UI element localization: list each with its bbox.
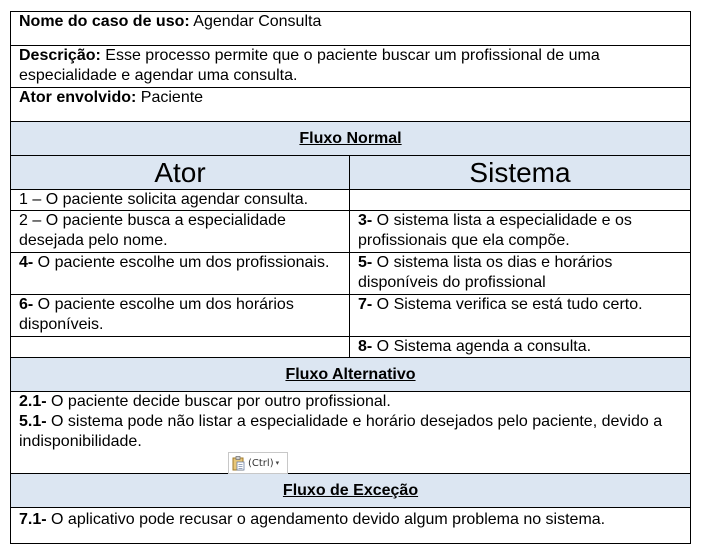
actor-row [11,88,691,122]
step-text: O Sistema verifica se está tudo certo. [372,296,643,313]
flow-row [11,211,691,253]
description-value: Esse processo permite que o paciente buscar um profissional de uma especialidade e agendar uma consulta. [19,47,600,84]
alternative-item-text: O sistema pode não listar a especialidade e horário desejados pelo paciente, devido a indisponibilidade. [19,413,663,450]
normal-flow-header-row [11,122,691,156]
flow-row [11,253,691,295]
clipboard-icon [232,456,245,471]
chevron-down-icon: ▾ [275,459,280,467]
step-text: – O paciente solicita agendar consulta. [27,191,309,208]
column-header-system[interactable]: Sistema [350,156,691,190]
system-step-cell[interactable] [350,295,691,337]
step-number: 1 [19,191,28,208]
actor-step-cell[interactable] [11,295,350,337]
step-number: 7- [358,296,373,313]
use-case-table [10,11,691,544]
step-text: O paciente escolhe um dos profissionais. [33,254,330,271]
system-step-cell[interactable] [350,211,691,253]
exception-flow-content-row [11,508,691,544]
actor-step-cell[interactable] [11,253,350,295]
alternative-flow-cell[interactable] [11,392,691,474]
alternative-item [19,392,682,412]
alternative-item-number: 5.1- [19,413,47,430]
paste-options-button[interactable] [228,452,288,474]
flow-row [11,190,691,211]
step-number: 6- [19,296,34,313]
step-number: 2 [19,212,28,229]
exception-flow-cell[interactable] [11,508,691,544]
use-case-name-value: Agendar Consulta [189,13,322,30]
step-text: O Sistema agenda a consulta. [372,338,592,355]
step-number: 5- [358,254,373,271]
alternative-flow-title[interactable]: Fluxo Alternativo [11,358,691,392]
alternative-item-number: 2.1- [19,393,47,410]
description-cell[interactable] [11,46,691,88]
step-number: 4- [19,254,34,271]
step-text: O paciente escolhe um dos horários disponíveis. [19,296,294,333]
column-header-row [11,156,691,190]
actor-label: Ator envolvido: [19,89,137,106]
use-case-name-row [11,12,691,46]
alternative-item [19,412,682,452]
alternative-flow-content-row [11,392,691,474]
actor-cell[interactable] [11,88,691,122]
step-text: O sistema lista os dias e horários disponíveis do profissional [358,254,613,291]
alternative-item-text: O paciente decide buscar por outro profissional. [46,393,391,410]
actor-step-cell[interactable] [11,211,350,253]
paste-options-label: (Ctrl) [248,457,274,469]
system-step-cell[interactable] [350,337,691,358]
normal-flow-title[interactable]: Fluxo Normal [11,122,691,156]
description-row [11,46,691,88]
flow-row [11,295,691,337]
actor-step-cell[interactable] [11,190,350,211]
step-number: 3- [358,212,373,229]
flow-row [11,337,691,358]
step-text: – O paciente busca a especialidade desejada pelo nome. [19,212,286,249]
exception-flow-title[interactable]: Fluxo de Exceção [11,474,691,508]
exception-item-number: 7.1- [19,511,47,528]
column-header-actor[interactable]: Ator [11,156,350,190]
alternative-flow-header-row [11,358,691,392]
actor-step-cell[interactable] [11,337,350,358]
actor-value: Paciente [136,89,204,106]
description-label: Descrição: [19,47,101,64]
exception-item-text: O aplicativo pode recusar o agendamento devido algum problema no sistema. [46,511,606,528]
system-step-cell[interactable] [350,253,691,295]
step-number: 8- [358,338,373,355]
exception-flow-header-row [11,474,691,508]
step-text: O sistema lista a especialidade e os profissionais que ela compõe. [358,212,632,249]
use-case-name-label: Nome do caso de uso: [19,13,190,30]
use-case-name-cell[interactable] [11,12,691,46]
system-step-cell[interactable] [350,190,691,211]
